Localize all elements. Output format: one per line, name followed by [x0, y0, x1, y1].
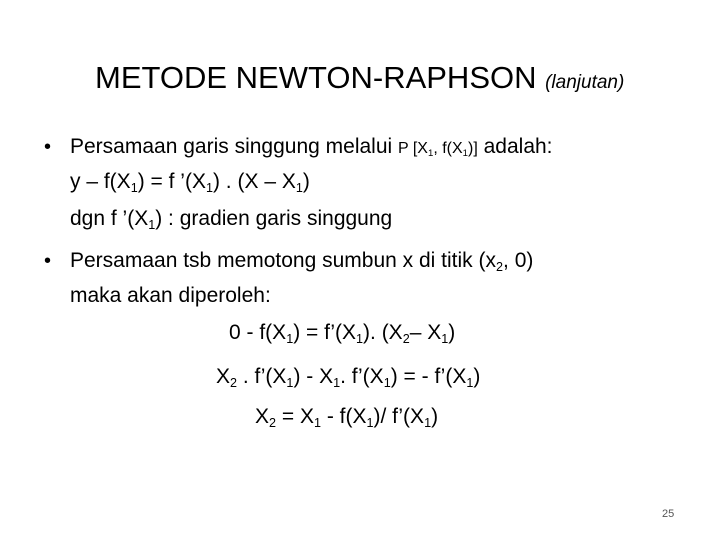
- text-segment: X: [216, 365, 231, 388]
- equation-2: [216, 363, 480, 391]
- gradient-note: [70, 205, 392, 233]
- text-segment: dgn f ’(X: [70, 207, 149, 230]
- text-segment: , 0): [503, 249, 534, 272]
- subscript: 1: [130, 180, 138, 195]
- subscript: 1: [462, 147, 468, 159]
- subscript: 2: [402, 331, 410, 346]
- bullet-marker-2: •: [44, 250, 52, 272]
- text-segment: )/ f’(X: [373, 405, 425, 428]
- text-segment: )]: [468, 140, 478, 157]
- subscript: 1: [427, 147, 434, 159]
- subscript: 1: [295, 180, 303, 195]
- text-segment: . f’(X: [237, 365, 287, 388]
- continuation-text: maka akan diperoleh:: [70, 284, 271, 307]
- text-segment: - f(X: [321, 405, 367, 428]
- subscript: 1: [356, 331, 364, 346]
- subscript: 1: [333, 375, 341, 390]
- subscript: 1: [441, 331, 449, 346]
- tangent-equation: [70, 168, 310, 196]
- subscript: 1: [148, 217, 156, 232]
- text-segment: ) = - f’(X: [390, 365, 467, 388]
- subscript: 1: [424, 415, 432, 430]
- subscript: 2: [269, 415, 277, 430]
- subscript: 1: [313, 415, 321, 430]
- text-segment: ): [448, 321, 456, 344]
- text-segment: ). (X: [363, 321, 403, 344]
- subscript: 1: [286, 331, 294, 346]
- text-segment: – X: [409, 321, 442, 344]
- text-segment: X: [255, 405, 270, 428]
- text-segment: ) . (X – X: [212, 170, 296, 193]
- subscript: 1: [286, 375, 294, 390]
- subscript: 1: [383, 375, 391, 390]
- text-segment: = X: [276, 405, 314, 428]
- text-segment: ) : gradien garis singgung: [155, 207, 393, 230]
- text-segment: ): [302, 170, 310, 193]
- page-number: 25: [662, 508, 675, 520]
- subscript: 1: [366, 415, 374, 430]
- point-notation: [398, 140, 478, 157]
- text-segment: adalah:: [477, 135, 553, 158]
- bullet-marker-1: •: [44, 136, 52, 158]
- equation-3: [255, 403, 438, 431]
- subscript: 2: [496, 259, 504, 274]
- bullet-text-1: [70, 133, 553, 163]
- text-segment: . f’(X: [340, 365, 384, 388]
- equation-1: [229, 319, 455, 347]
- subscript: 2: [230, 375, 238, 390]
- text-segment: ) = f’(X: [293, 321, 357, 344]
- text-segment: ) - X: [293, 365, 334, 388]
- text-segment: y – f(X: [70, 170, 131, 193]
- text-segment: Persamaan tsb memotong sumbun x di titik (x: [70, 249, 497, 272]
- subscript: 1: [205, 180, 213, 195]
- text-segment: , f(X: [433, 140, 463, 157]
- title-subtitle: (lanjutan): [545, 72, 625, 93]
- bullet-text-2: [70, 247, 533, 275]
- text-segment: 0 - f(X: [229, 321, 287, 344]
- title-main: METODE NEWTON-RAPHSON: [95, 60, 546, 95]
- text-segment: ): [431, 405, 439, 428]
- text-segment: ): [473, 365, 481, 388]
- text-segment: P [X: [398, 140, 428, 157]
- slide-title: [95, 58, 715, 103]
- subscript: 1: [466, 375, 474, 390]
- text-segment: Persamaan garis singgung melalui: [70, 135, 399, 158]
- text-segment: ) = f ’(X: [137, 170, 206, 193]
